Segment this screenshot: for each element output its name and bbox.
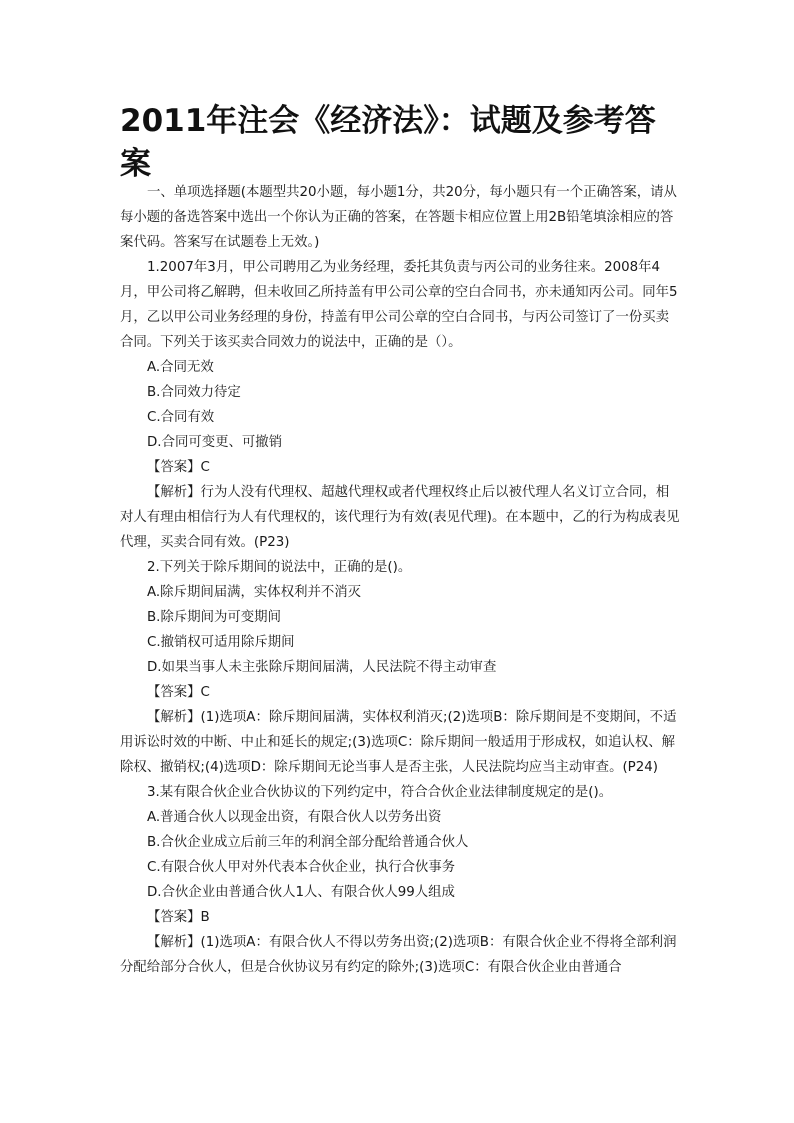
question-option: C.有限合伙人甲对外代表本合伙企业，执行合伙事务 — [147, 860, 456, 875]
question-option: A.合同无效 — [147, 360, 214, 375]
question-option: A.除斥期间届满，实体权利并不消灭 — [147, 585, 362, 600]
question-option: D.如果当事人未主张除斥期间届满，人民法院不得主动审查 — [147, 660, 497, 675]
question-stem: 2.下列关于除斥期间的说法中，正确的是()。 — [147, 560, 412, 575]
question-stem: 3.某有限合伙企业合伙协议的下列约定中，符合合伙企业法律制度规定的是()。 — [147, 785, 613, 800]
question-option: D.合伙企业由普通合伙人1人、有限合伙人99人组成 — [147, 885, 455, 900]
question-option: D.合同可变更、可撤销 — [147, 435, 283, 450]
analysis-paragraph: 【解析】(1)选项A：除斥期间届满，实体权利消灭;(2)选项B：除斥期间是不变期间，不适用诉讼时效的中断、中止和延长的规定;(3)选项C：除斥期间一般适用于形成权，如追认权、解除权、撤销权;(4)选项D：除斥期间无论当事人是否主张，人民法院均应当主动审查。(P24) — [120, 710, 677, 775]
question-option: B.除斥期间为可变期间 — [147, 610, 281, 625]
question-option: A.普通合伙人以现金出资，有限合伙人以劳务出资 — [147, 810, 442, 825]
question-option: B.合伙企业成立后前三年的利润全部分配给普通合伙人 — [147, 835, 469, 850]
question-option: C.撤销权可适用除斥期间 — [147, 635, 295, 650]
answer-line: 【答案】B — [147, 910, 210, 925]
document-body — [120, 180, 680, 980]
analysis-paragraph: 【解析】行为人没有代理权、超越代理权或者代理权终止后以被代理人名义订立合同，相对人有理由相信行为人有代理权的，该代理行为有效(表见代理)。在本题中，乙的行为构成表见代理，买卖合同有效。(P23) — [120, 485, 680, 550]
section-intro: 一、单项选择题(本题型共20小题，每小题1分，共20分，每小题只有一个正确答案，请从每小题的备选答案中选出一个你认为正确的答案，在答题卡相应位置上用2B铅笔填涂相应的答案代码。答案写在试题卷上无效。) — [120, 185, 677, 250]
answer-line: 【答案】C — [147, 685, 210, 700]
question-stem: 1.2007年3月，甲公司聘用乙为业务经理，委托其负责与丙公司的业务往来。2008年4月，甲公司将乙解聘，但未收回乙所持盖有甲公司公章的空白合同书，亦未通知丙公司。同年5月，乙以甲公司业务经理的身份，持盖有甲公司公章的空白合同书，与丙公司签订了一份买卖合同。下列关于该买卖合同效力的说法中，正确的是（）。 — [120, 260, 678, 350]
question-option: C.合同有效 — [147, 410, 215, 425]
document-title: 2011年注会《经济法》：试题及参考答案 — [120, 103, 656, 182]
answer-line: 【答案】C — [147, 460, 210, 475]
question-option: B.合同效力待定 — [147, 385, 241, 400]
analysis-paragraph: 【解析】(1)选项A：有限合伙人不得以劳务出资;(2)选项B：有限合伙企业不得将全部利润分配给部分合伙人，但是合伙协议另有约定的除外;(3)选项C：有限合伙企业由普通合 — [120, 935, 677, 975]
